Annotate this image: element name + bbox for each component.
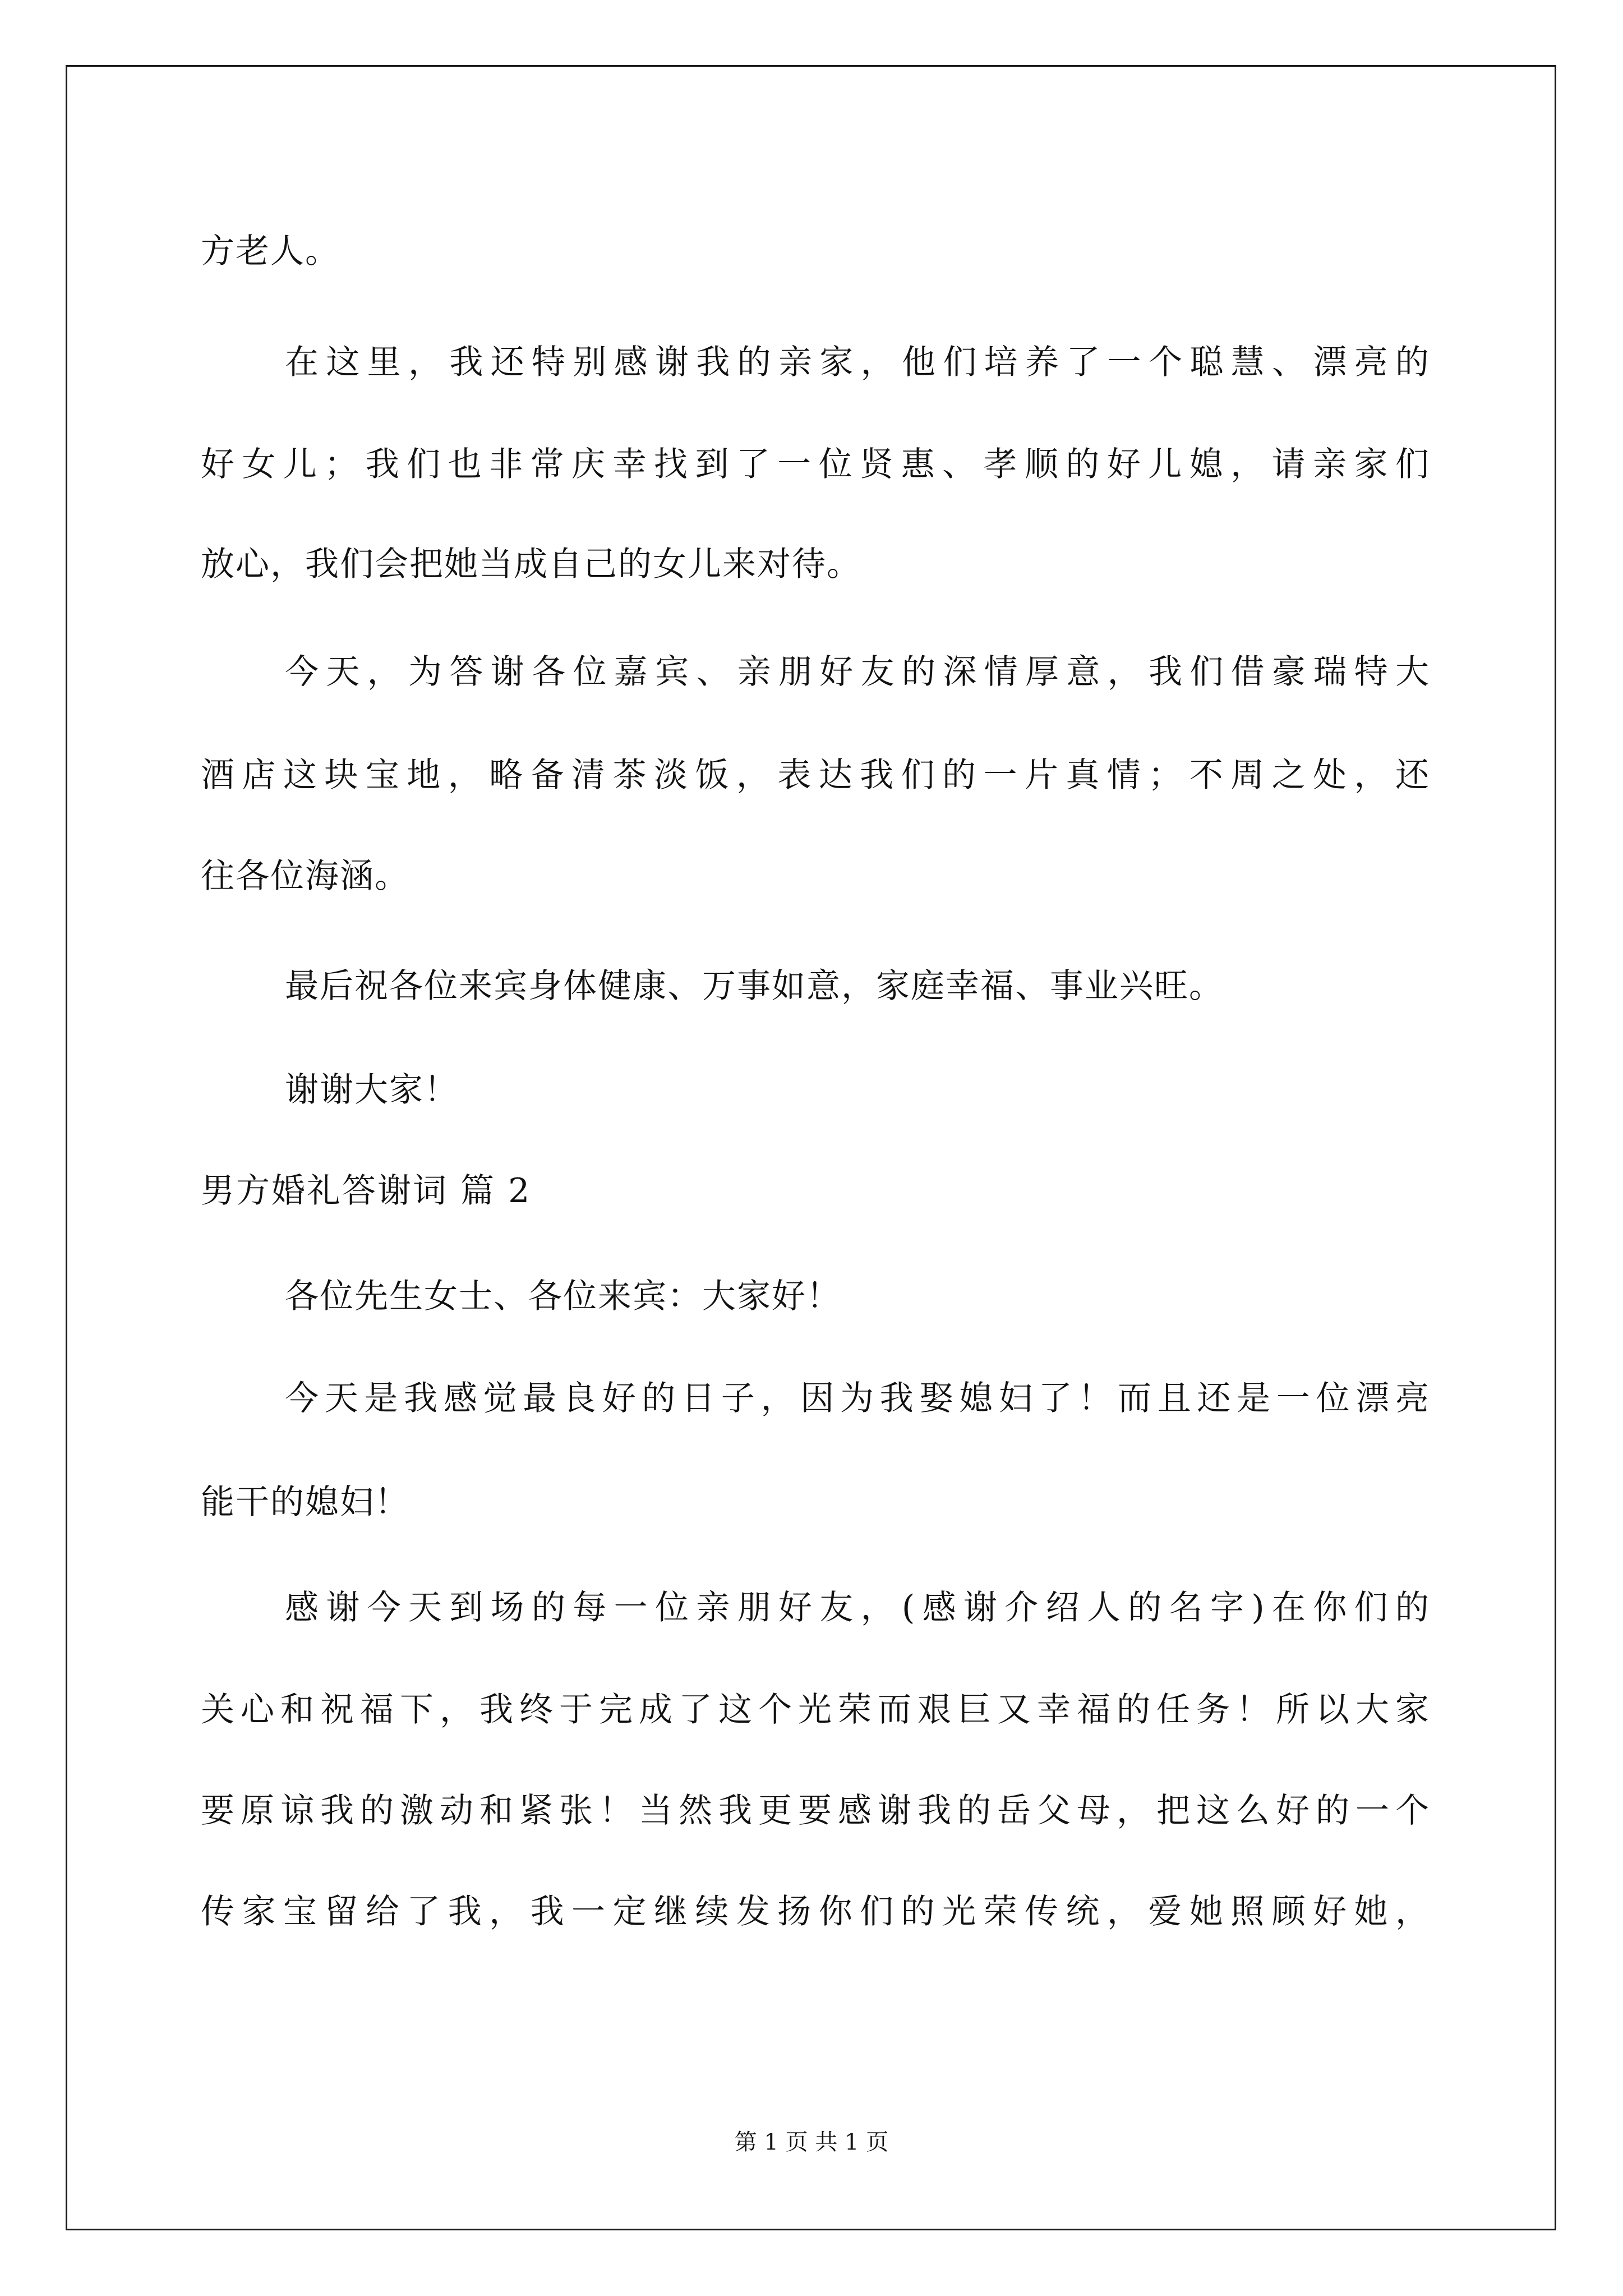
text-line-8: 最后祝各位来宾身体健康、万事如意，家庭幸福、事业兴旺。	[285, 967, 1224, 1006]
text-line-7: 往各位海涵。	[201, 857, 409, 896]
text-line-17: 传家宝留给了我，我一定继续发扬你们的光荣传统，爱她照顾好她，	[201, 1892, 1430, 1931]
text-line-5: 今天，为答谢各位嘉宾、亲朋好友的深情厚意，我们借豪瑞特大	[285, 652, 1430, 692]
text-line-1: 方老人。	[201, 232, 340, 271]
text-line-12: 今天是我感觉最良好的日子，因为我娶媳妇了！而且还是一位漂亮	[285, 1379, 1430, 1418]
text-line-11: 各位先生女士、各位来宾：大家好！	[285, 1277, 841, 1316]
text-line-6: 酒店这块宝地，略备清茶淡饭，表达我们的一片真情；不周之处，还	[201, 756, 1430, 795]
text-line-9: 谢谢大家！	[285, 1070, 459, 1110]
page-number-footer: 第 1 页 共 1 页	[734, 2129, 889, 2155]
text-line-13: 能干的媳妇！	[201, 1483, 409, 1522]
text-line-4: 放心，我们会把她当成自己的女儿来对待。	[201, 545, 861, 584]
section-heading: 男方婚礼答谢词 篇 2	[201, 1171, 532, 1211]
text-line-3: 好女儿；我们也非常庆幸找到了一位贤惠、孝顺的好儿媳，请亲家们	[201, 445, 1430, 484]
text-line-14: 感谢今天到场的每一位亲朋好友，(感谢介绍人的名字)在你们的	[285, 1588, 1430, 1627]
text-line-16: 要原谅我的激动和紧张！当然我更要感谢我的岳父母，把这么好的一个	[201, 1791, 1430, 1830]
text-line-2: 在这里，我还特别感谢我的亲家，他们培养了一个聪慧、漂亮的	[285, 343, 1430, 382]
text-line-15: 关心和祝福下，我终于完成了这个光荣而艰巨又幸福的任务！所以大家	[201, 1690, 1430, 1729]
